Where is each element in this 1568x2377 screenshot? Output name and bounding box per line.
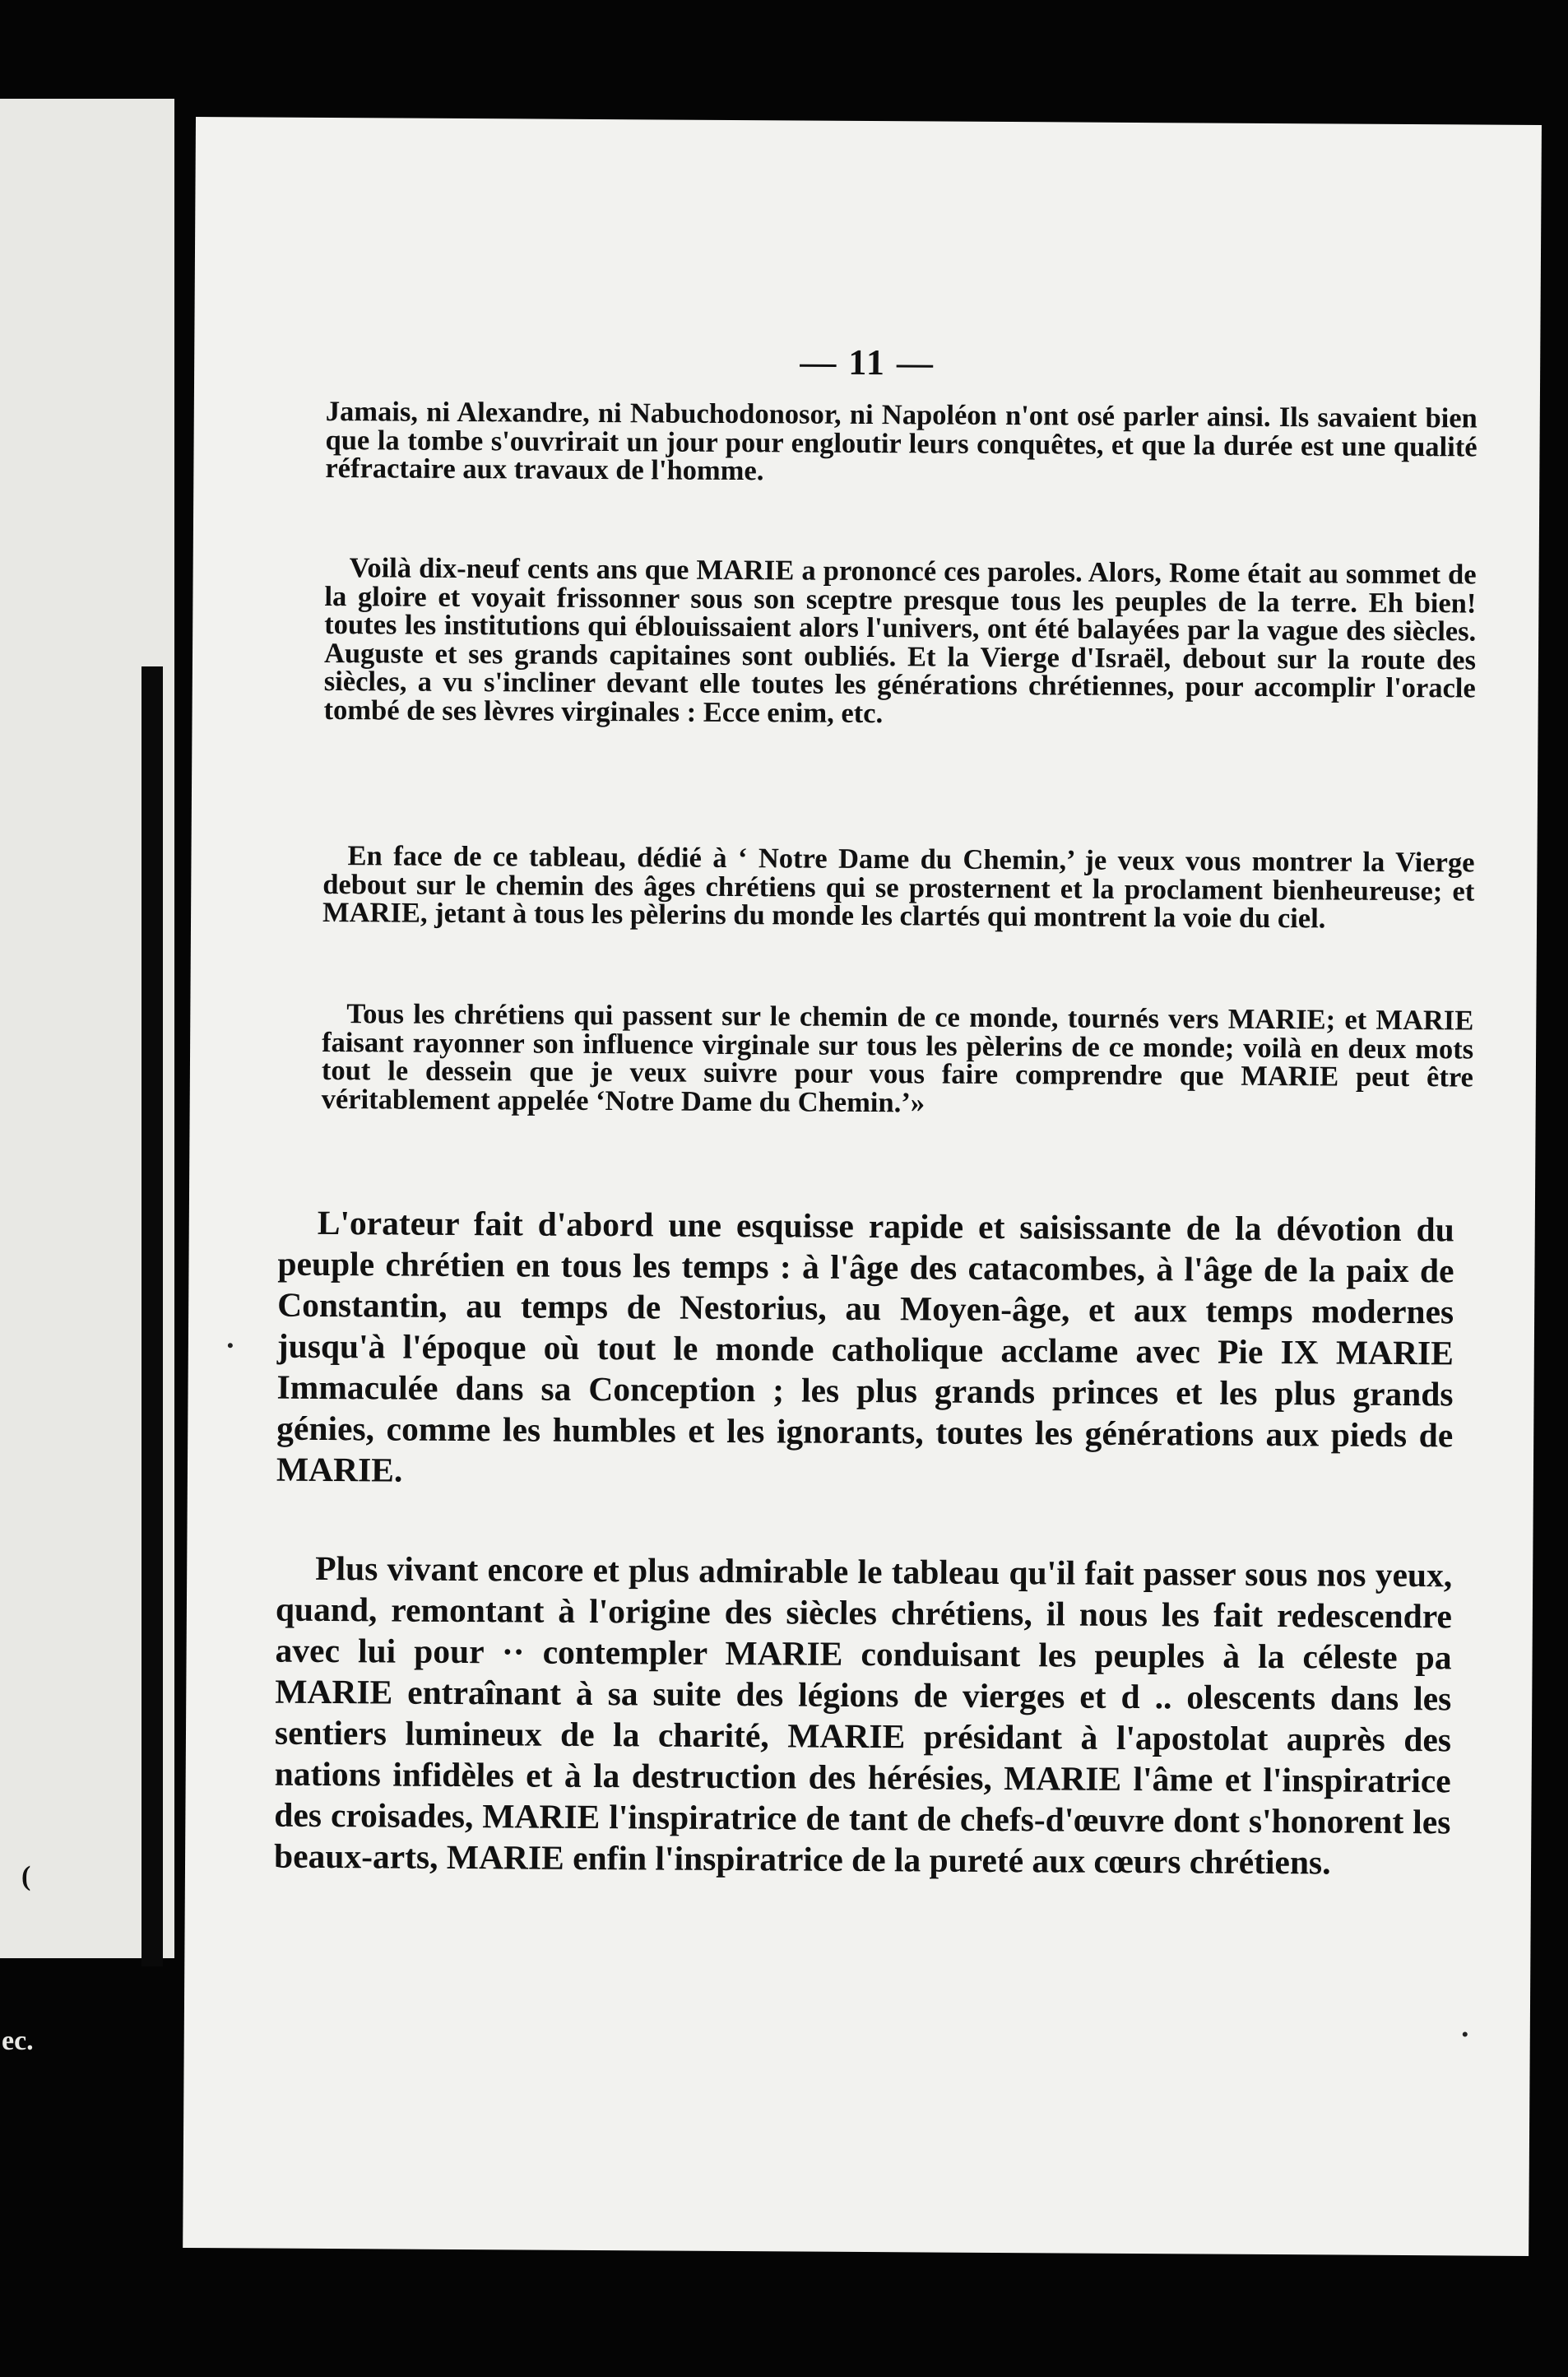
scan-speck [228, 1343, 233, 1348]
quote-paragraph: Voilà dix-neuf cents ans que MARIE a prononcé ces paroles. Alors, Rome était au sommet de la gloire et voyait frissonner sous son sceptre presque tous les peuples de la terre. Eh bien! toutes les institutions qui éblouissaient alors l'univers, ont été balayées par la vague des siècles. Auguste et ses grands capitaines sont oubliés. Et la Vierge d'Israël, debout sur la route des siècles, a vu s'incliner devant elle toutes les générations chrétiennes, pour accomplir l'oracle tombé de ses lèvres virginales : Ecce enim, etc. [323, 552, 1477, 729]
quote-paragraph: Tous les chrétiens qui passent sur le chemin de ce monde, tournés vers MARIE; et MARIE faisant rayonner son influence virginale sur tous les pèlerins de ce monde; voilà en deux mots tout le dessein que je veux suivre pour vous faire comprendre que MARIE peut être véritablement appelée ‘Notre Dame du Chemin.’» [321, 998, 1474, 1118]
body-paragraph: L'orateur fait d'abord une esquisse rapide et saisissante de la dévotion du peuple chrétien en tous les temps : à l'âge des catacombes, à l'âge de la paix de Constantin, au temps de Nestorius, au Moyen-âge, et aux temps modernes jusqu'à l'époque où tout le monde catholique acclame avec Pie IX MARIE Immaculée dans sa Conception ; les plus grands princes et les plus grands génies, comme les humbles et les ignorants, toutes les générations aux pieds de MARIE. [276, 1203, 1454, 1489]
scan-speck [1463, 2031, 1468, 2036]
previous-page-edge [0, 99, 174, 1958]
previous-page-shadow [141, 666, 163, 1966]
body-paragraph: Plus vivant encore et plus admirable le tableau qu'il fait passer sous nos yeux, quand, remontant à l'origine des siècles chrétiens, il nous les fait redescendre avec lui pour ·· contempler MARIE conduisant les peuples à la céleste pa MARIE entraînant à sa suite des légions de vierges et d .. olescents dans les sentiers lumineux de la charité, MARIE présidant à l'apostolat auprès des nations infidèles et à la destruction des hérésies, MARIE l'âme et l'inspiratrice des croisades, MARIE l'inspiratrice de tant de chefs-d'œuvre dont s'honorent les beaux-arts, MARIE enfin l'inspiratrice de la pureté aux cœurs chrétiens. [273, 1548, 1453, 1882]
document-page [183, 117, 1542, 2256]
page-number: — 11 — [800, 341, 935, 383]
previous-page-fragment: ec. [2, 2026, 34, 2056]
previous-page-mark: ( [21, 1861, 31, 1892]
quote-paragraph: Jamais, ni Alexandre, ni Nabuchodonosor, ni Napoléon n'ont osé parler ainsi. Ils savaient bien que la tombe s'ouvrirait un jour pour engloutir leurs conquêtes, et que la durée est une qualité réfractaire aux travaux de l'homme. [325, 395, 1478, 487]
quote-paragraph: En face de ce tableau, dédié à ‘ Notre Dame du Chemin,’ je veux vous montrer la Vierge debout sur le chemin des âges chrétiens qui se prosternent et la proclament bienheureuse; et MARIE, jetant à tous les pèlerins du monde les clartés qui montrent la voie du ciel. [322, 840, 1475, 935]
